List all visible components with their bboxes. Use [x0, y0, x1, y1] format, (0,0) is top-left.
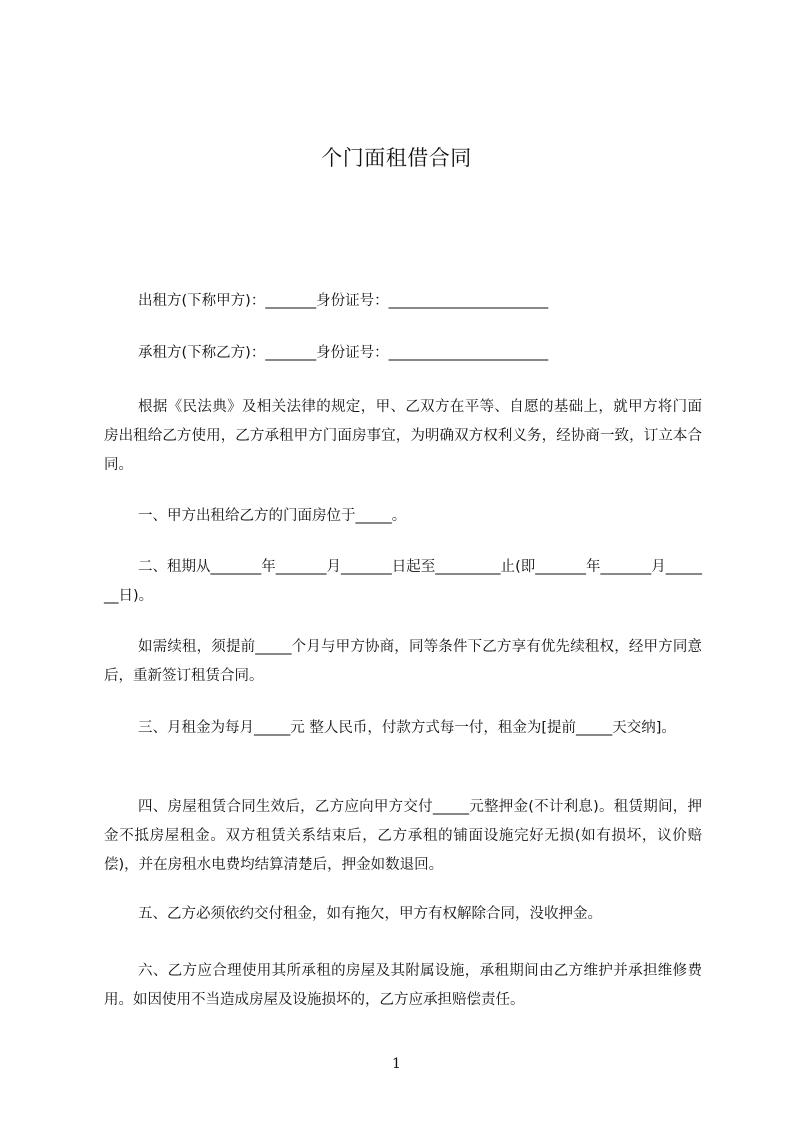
- clause-2-renewal: 如需续租，须提前_____个月与甲方协商，同等条件下乙方享有优先续租权，经甲方同意后，重新签订租赁合同。: [104, 639, 702, 684]
- clause-2: 二、租期从_______年_______月_______日起至_________止(即_______年_______月_______日)。: [104, 559, 702, 604]
- page-number: 1: [392, 1056, 401, 1072]
- clause-1: 一、甲方出租给乙方的门面房位于_____。: [138, 508, 407, 524]
- preamble-paragraph: 根据《民法典》及相关法律的规定，甲、乙双方在平等、自愿的基础上，就甲方将门面房出租给乙方使用，乙方承租甲方门面房事宜，为明确双方权利义务，经协商一致，订立本合同。: [104, 399, 702, 473]
- lessor-line: 出租方(下称甲方)：_______身份证号：______________________: [138, 293, 549, 309]
- clause-5: 五、乙方必须依约交付租金，如有拖欠，甲方有权解除合同，没收押金。: [138, 906, 602, 922]
- clause-4: 四、房屋租赁合同生效后，乙方应向甲方交付_____元整押金(不计利息)。租赁期间，押金不抵房屋租金。双方租赁关系结束后，乙方承租的铺面设施完好无损(如有损坏，议价赔偿)，并在房租水电费均结算清楚后，押金如数退回。: [104, 799, 702, 873]
- page-title: 个门面租借合同: [321, 146, 472, 170]
- clause-6: 六、乙方应合理使用其所承租的房屋及其附属设施，承租期间由乙方维护并承担维修费用。如因使用不当造成房屋及设施损坏的，乙方应承担赔偿责任。: [104, 963, 702, 1008]
- clause-3: 三、月租金为每月_____元 整人民币，付款方式每一付，租金为[提前_____天交纳]。: [138, 720, 676, 736]
- lessee-line: 承租方(下称乙方)：_______身份证号：______________________: [138, 345, 549, 361]
